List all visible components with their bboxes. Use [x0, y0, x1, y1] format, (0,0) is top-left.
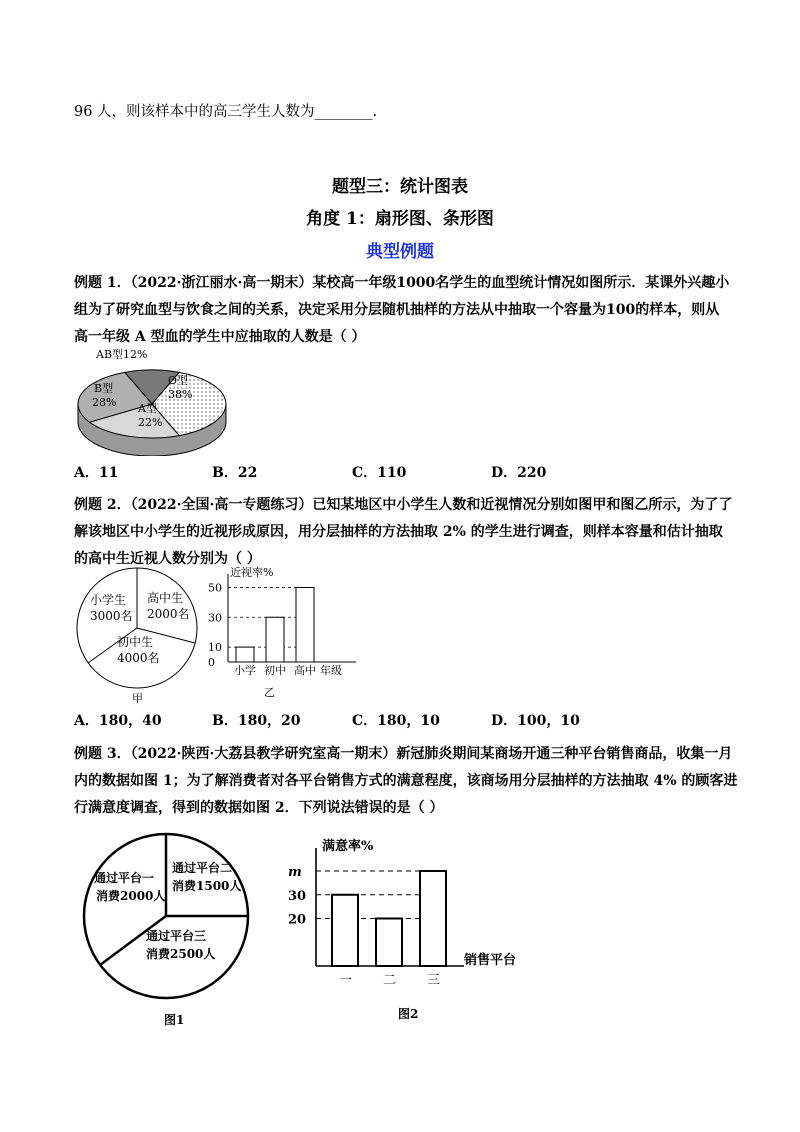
bar2-ytick-1: 10: [208, 641, 222, 655]
pie3-caption: 图1: [164, 1013, 185, 1027]
bar3-bar-1: [376, 919, 402, 967]
example1-option-a[interactable]: A．11: [74, 465, 119, 481]
bar3-x-label: 销售平台: [464, 953, 517, 968]
blood-type-pie-chart: [72, 346, 232, 456]
bar2-bar-1: [266, 617, 284, 662]
example1-line-2: 组为了研究血型与饮食之间的关系，决定采用分层随机抽样的方法从中抽取一个容量为100的样本，则从: [74, 302, 720, 318]
platform-consumers-pie-chart: [80, 828, 260, 1028]
example2-option-c[interactable]: C．180，10: [352, 713, 440, 729]
bar3-bar-2: [420, 871, 446, 966]
example3-line-3: 行满意度调查，得到的数据如图 2．下列说法错误的是（ ）: [74, 800, 444, 816]
pie2-seg3-name: 初中生: [117, 635, 154, 649]
bar2-y-label: 近视率%: [230, 566, 274, 579]
example2-line-1: 例题 2．（2022·全国·高一专题练习）已知某地区中小学生人数和近视情况分别如图甲和图乙所示，为了了: [74, 497, 733, 513]
student-count-pie-chart: [74, 566, 204, 706]
bar2-ytick-3: 50: [208, 581, 222, 595]
pie2-caption: 甲: [132, 692, 143, 705]
pie3-seg2-name: 通过平台二: [172, 861, 233, 875]
pie2-seg3-count: 4000名: [117, 651, 160, 665]
bar3-caption: 图2: [398, 1007, 419, 1021]
example2-option-a[interactable]: A．180，40: [74, 713, 162, 729]
bar3-ytick-1: 30: [288, 888, 307, 904]
bar2-category-1: 初中: [264, 664, 286, 677]
pie3-seg3-count: 消费2500人: [146, 947, 216, 961]
example1-option-d[interactable]: D．220: [491, 465, 547, 481]
bar3-category-2: 三: [427, 973, 441, 988]
intro-line: 96 人，则该样本中的高三学生人数为________.: [74, 104, 378, 120]
pie3-seg1-count: 消费2000人: [96, 889, 166, 903]
bar2-category-2: 高中: [294, 664, 316, 677]
bar3-bar-0: [332, 895, 358, 966]
pie2-seg1-name: 小学生: [90, 593, 127, 607]
angle-title: 角度 1：扇形图、条形图: [306, 209, 494, 229]
pie2-seg2-name: 高中生: [147, 591, 184, 605]
example1-option-c[interactable]: C．110: [352, 465, 407, 481]
bar3-y-label: 满意率%: [322, 839, 374, 854]
example3-line-2: 内的数据如图 1；为了解消费者对各平台销售方式的满意程度，该商场用分层抽样的方法抽取 4% 的顾客进: [74, 773, 738, 789]
bar2-bar-0: [236, 647, 254, 662]
pie1-label-b-pct: 28%: [92, 396, 117, 409]
section-title: 题型三：统计图表: [332, 177, 468, 197]
example2-line-2: 解该地区中小学生的近视形成原因，用分层抽样的方法抽取 2% 的学生进行调查，则样本容量和估计抽取: [74, 524, 723, 540]
bar2-ytick-2: 30: [208, 611, 222, 625]
example2-option-d[interactable]: D．100，10: [491, 713, 580, 729]
example1-line-3: 高一年级 A 型血的学生中应抽取的人数是（ ）: [74, 329, 366, 345]
example2-option-b[interactable]: B．180，20: [212, 713, 301, 729]
bar3-ytick-0: 20: [288, 912, 307, 928]
bar2-bar-2: [296, 587, 314, 662]
examples-heading: 典型例题: [366, 242, 434, 262]
pie1-label-b-name: B型: [94, 382, 114, 395]
example3-line-1: 例题 3．（2022·陕西·大荔县教学研究室高一期末）新冠肺炎期间某商场开通三种平台销售商品，收集一月: [74, 746, 733, 762]
pie2-seg1-count: 3000名: [90, 609, 133, 623]
satisfaction-bar-chart: [282, 832, 542, 1028]
pie1-label-a-pct: 22%: [138, 416, 163, 429]
bar2-caption: 乙: [264, 686, 275, 699]
pie3-seg2-count: 消费1500人: [172, 879, 242, 893]
pie1-label-ab: AB型12%: [96, 348, 148, 361]
bar2-category-0: 小学: [234, 664, 256, 677]
bar3-category-1: 二: [383, 973, 397, 988]
pie3-seg1-name: 通过平台一: [94, 871, 155, 885]
bar3-ytick-2: m: [288, 865, 302, 880]
bar2-ytick-0: 0: [208, 656, 215, 669]
pie3-seg3-name: 通过平台三: [146, 929, 207, 943]
example1-line-1: 例题 1．（2022·浙江丽水·高一期末）某校高一年级1000名学生的血型统计情况如图所示．某课外兴趣小: [74, 275, 730, 291]
myopia-bar-chart: [206, 566, 366, 706]
example1-option-b[interactable]: B．22: [212, 465, 258, 481]
bar3-category-0: 一: [339, 973, 353, 988]
pie1-label-o-name: O型: [168, 374, 189, 387]
pie2-seg2-count: 2000名: [147, 607, 190, 621]
example2-line-3: 的高中生近视人数分别为（ ）: [74, 551, 261, 567]
pie1-label-a-name: A型: [138, 402, 157, 415]
pie1-label-o-pct: 38%: [168, 388, 193, 401]
bar2-x-label: 年级: [320, 664, 342, 677]
